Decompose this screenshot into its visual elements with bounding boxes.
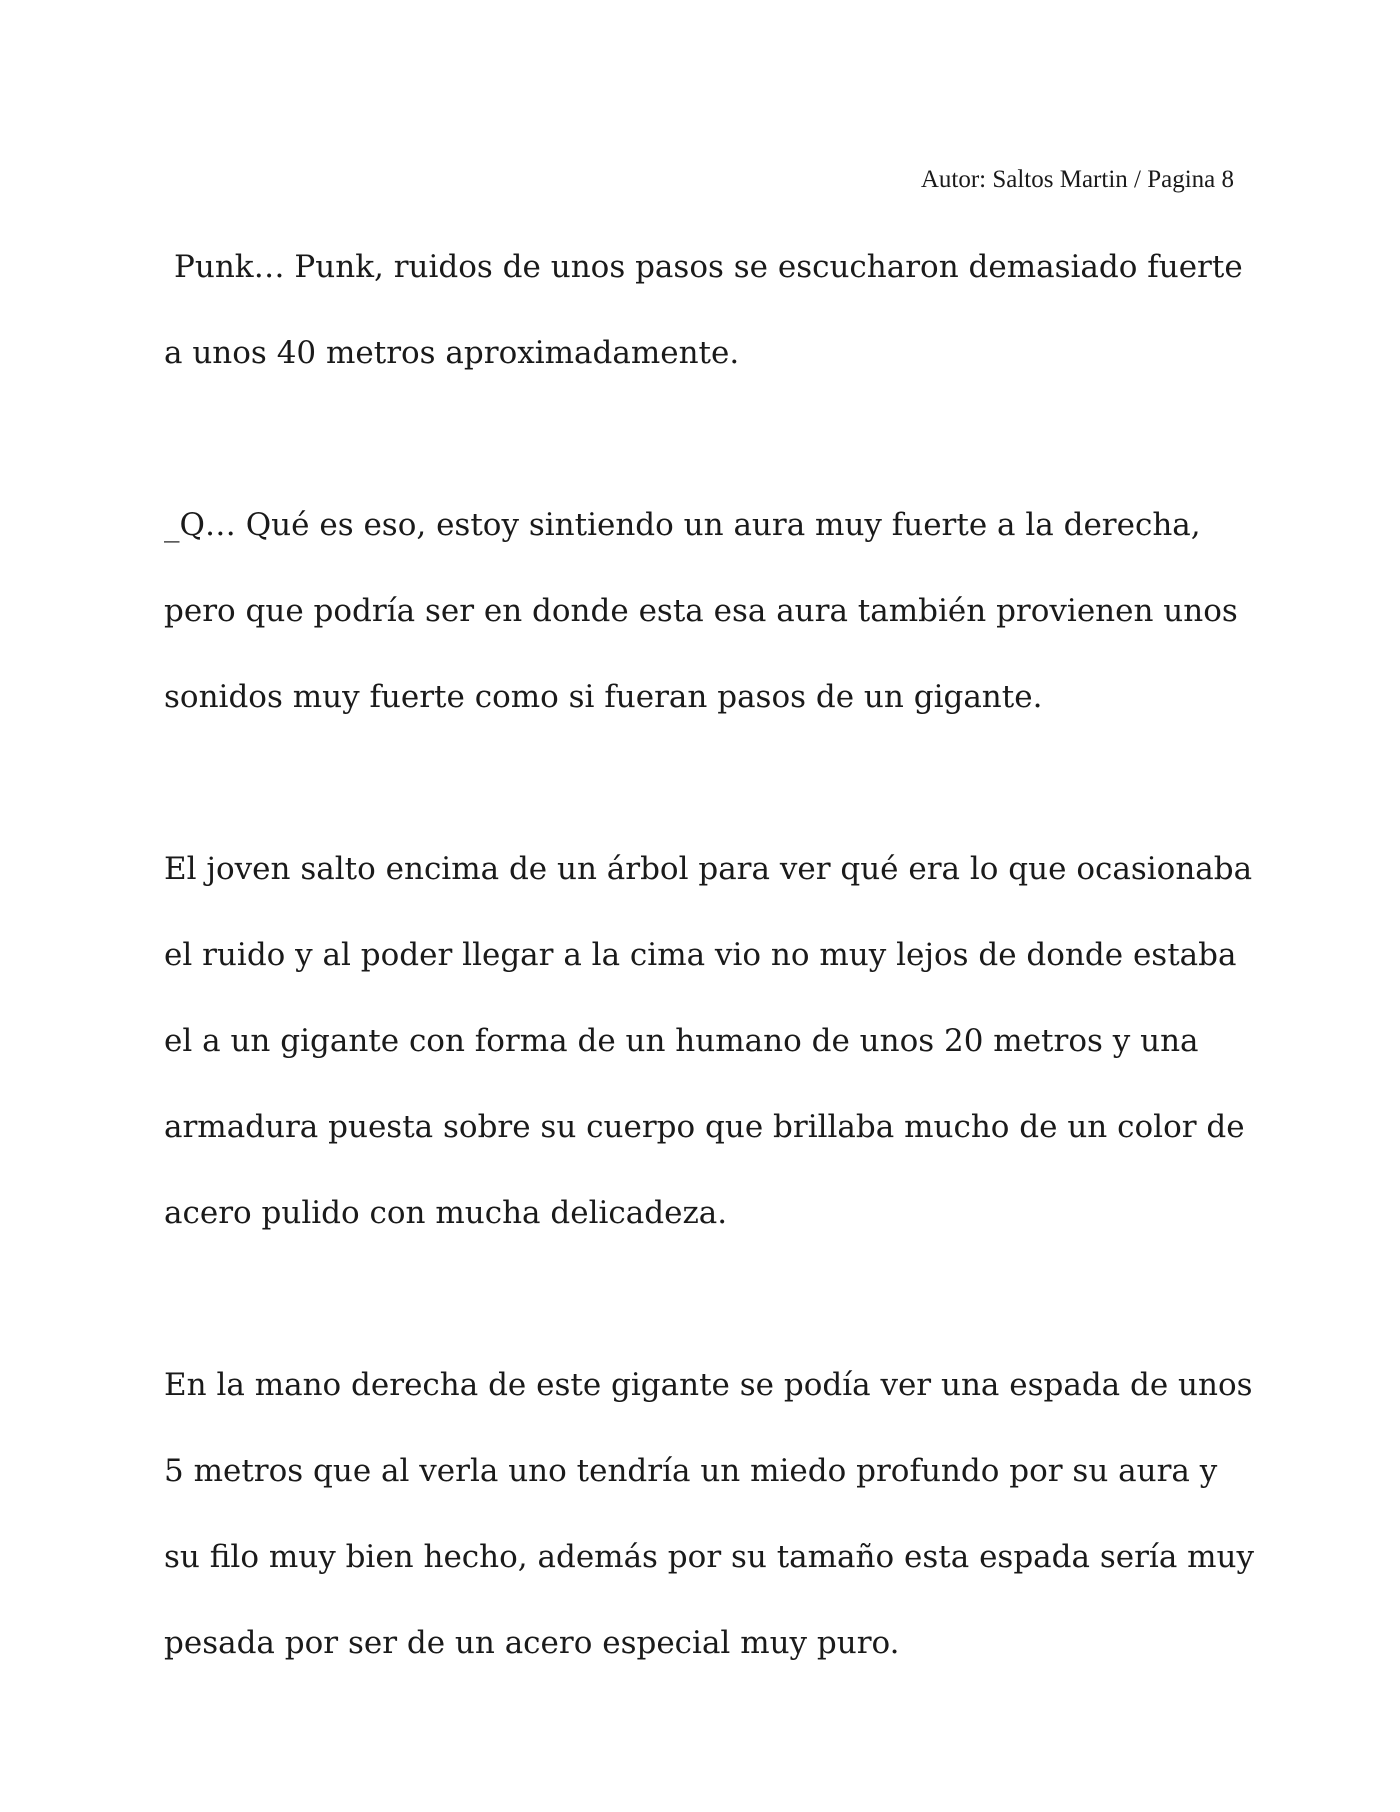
text-line: sonidos muy fuerte como si fueran pasos de un gigante. bbox=[164, 679, 1043, 715]
text-line: a unos 40 metros aproximadamente. bbox=[164, 335, 740, 371]
text-line: armadura puesta sobre su cuerpo que brillaba mucho de un color de bbox=[164, 1109, 1245, 1145]
paragraph-2 bbox=[164, 482, 1254, 740]
page-header: Autor: Saltos Martin / Pagina 8 bbox=[920, 166, 1234, 193]
text-line: el a un gigante con forma de un humano de unos 20 metros y una bbox=[164, 1023, 1199, 1059]
text-line: _Q… Qué es eso, estoy sintiendo un aura muy fuerte a la derecha, bbox=[164, 507, 1201, 543]
text-line: acero pulido con mucha delicadeza. bbox=[164, 1195, 728, 1231]
text-line: pero que podría ser en donde esta esa aura también provienen unos bbox=[164, 593, 1238, 629]
text-line: el ruido y al poder llegar a la cima vio no muy lejos de donde estaba bbox=[164, 937, 1237, 973]
text-line: 5 metros que al verla uno tendría un miedo profundo por su aura y bbox=[164, 1453, 1218, 1489]
document-body bbox=[164, 224, 1254, 1772]
paragraph-3 bbox=[164, 826, 1254, 1256]
text-line: su filo muy bien hecho, además por su tamaño esta espada sería muy bbox=[164, 1539, 1255, 1575]
text-line: En la mano derecha de este gigante se podía ver una espada de unos bbox=[164, 1367, 1253, 1403]
text-line: El joven salto encima de un árbol para ver qué era lo que ocasionaba bbox=[164, 851, 1253, 887]
paragraph-1 bbox=[164, 224, 1254, 396]
text-line: pesada por ser de un acero especial muy puro. bbox=[164, 1625, 900, 1661]
paragraph-4 bbox=[164, 1342, 1254, 1686]
text-line: Punk… Punk, ruidos de unos pasos se escucharon demasiado fuerte bbox=[174, 249, 1243, 285]
